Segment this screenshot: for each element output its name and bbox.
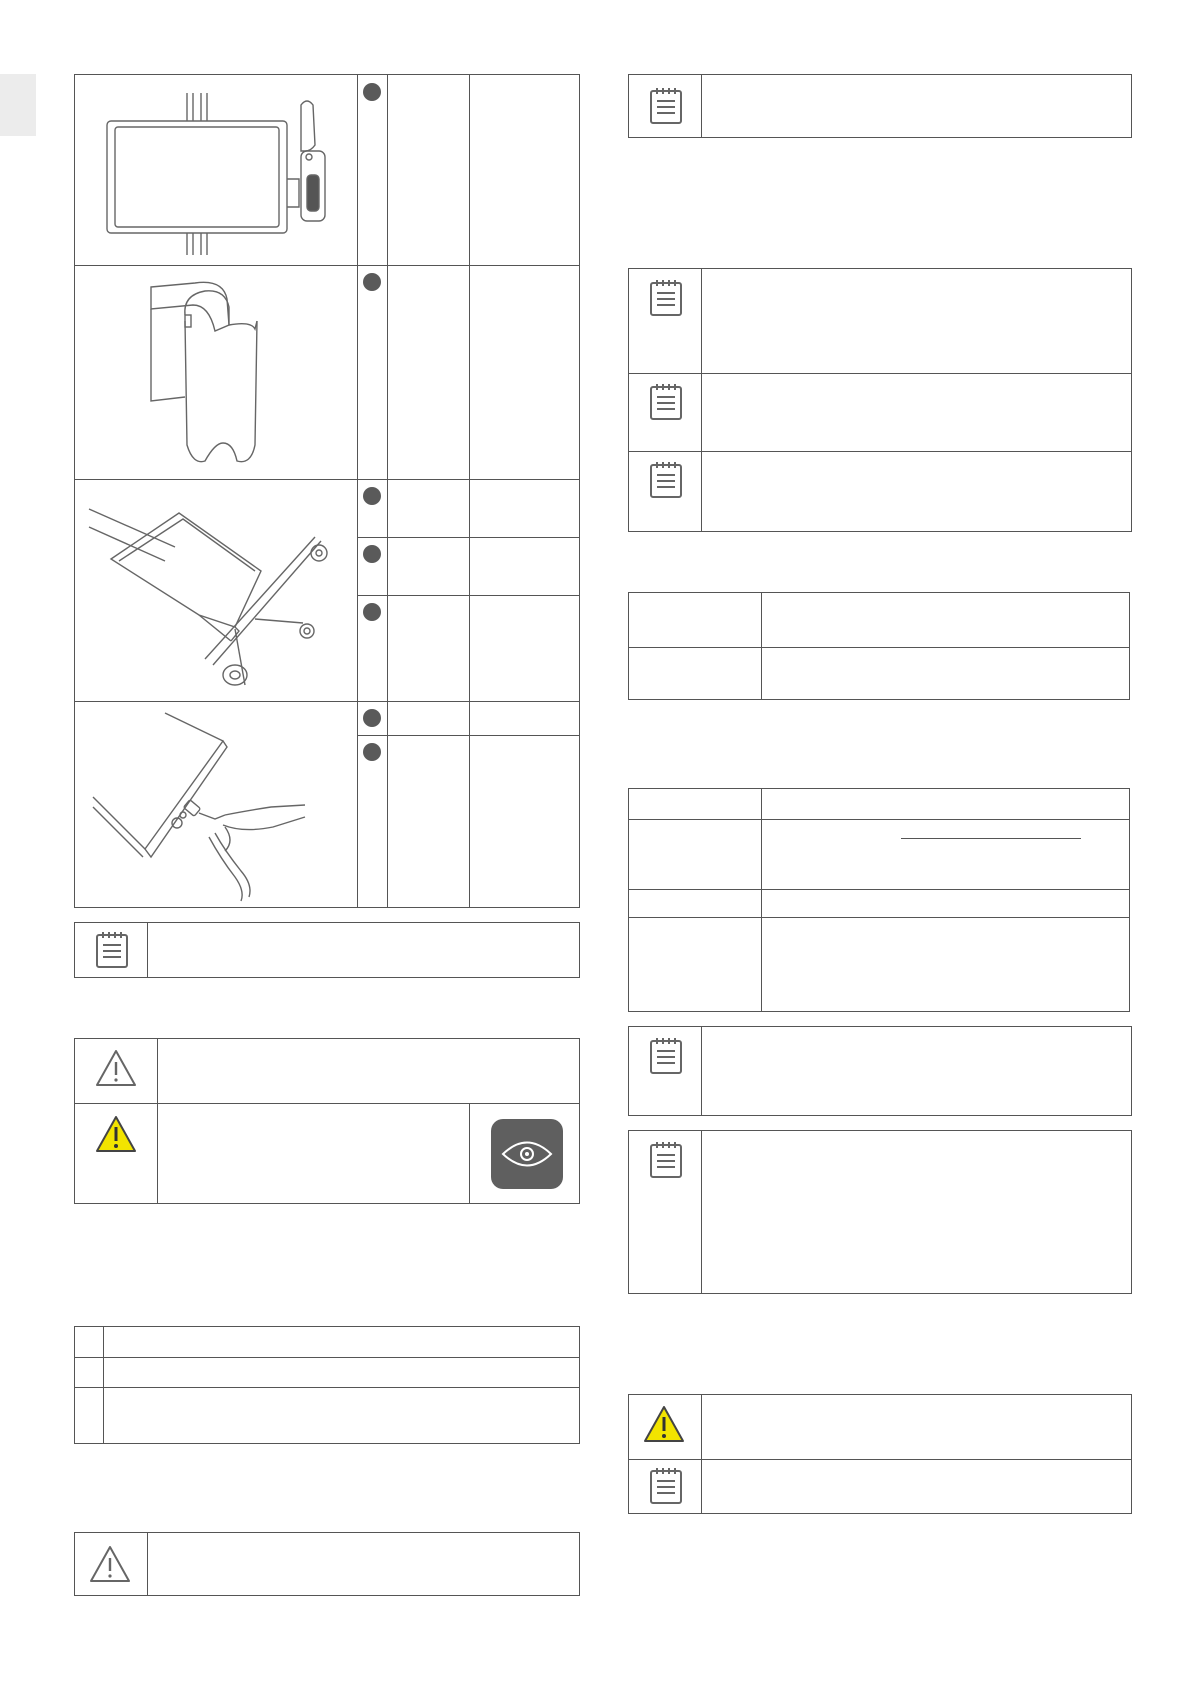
eye-icon — [491, 1119, 563, 1189]
warning-note-group — [628, 1394, 1132, 1514]
callout-marker — [363, 709, 381, 727]
callout-marker — [363, 545, 381, 563]
callout-marker — [363, 603, 381, 621]
cart-with-base-illustration — [75, 479, 357, 701]
underline-rule — [901, 838, 1081, 839]
cable-connection-illustration — [75, 701, 357, 909]
callout-marker — [363, 743, 381, 761]
note-icon — [649, 383, 683, 421]
caution-box — [74, 1532, 580, 1596]
note-icon — [649, 279, 683, 317]
scanner-holder-illustration — [75, 265, 357, 479]
callout-marker — [363, 83, 381, 101]
note-box — [628, 1026, 1132, 1116]
note-icon — [649, 87, 683, 125]
step-list-table — [74, 1326, 580, 1444]
warning-yellow-icon — [95, 1115, 137, 1153]
callout-marker — [363, 273, 381, 291]
monitor-with-scanner-illustration — [75, 75, 357, 265]
note-icon — [95, 931, 129, 969]
spec-table — [628, 788, 1130, 1012]
note-icon — [649, 461, 683, 499]
note-box — [74, 922, 580, 978]
note-icon — [649, 1141, 683, 1179]
caution-outline-icon — [89, 1545, 131, 1583]
component-table — [74, 74, 580, 908]
note-group — [628, 268, 1132, 532]
note-box — [628, 1130, 1132, 1294]
note-icon — [649, 1037, 683, 1075]
side-section-tab — [0, 74, 36, 136]
spec-table — [628, 592, 1130, 700]
caution-outline-icon — [95, 1049, 137, 1087]
note-box — [628, 74, 1132, 138]
warning-group — [74, 1038, 580, 1204]
warning-yellow-icon — [643, 1405, 685, 1443]
note-icon — [649, 1467, 683, 1505]
callout-marker — [363, 487, 381, 505]
